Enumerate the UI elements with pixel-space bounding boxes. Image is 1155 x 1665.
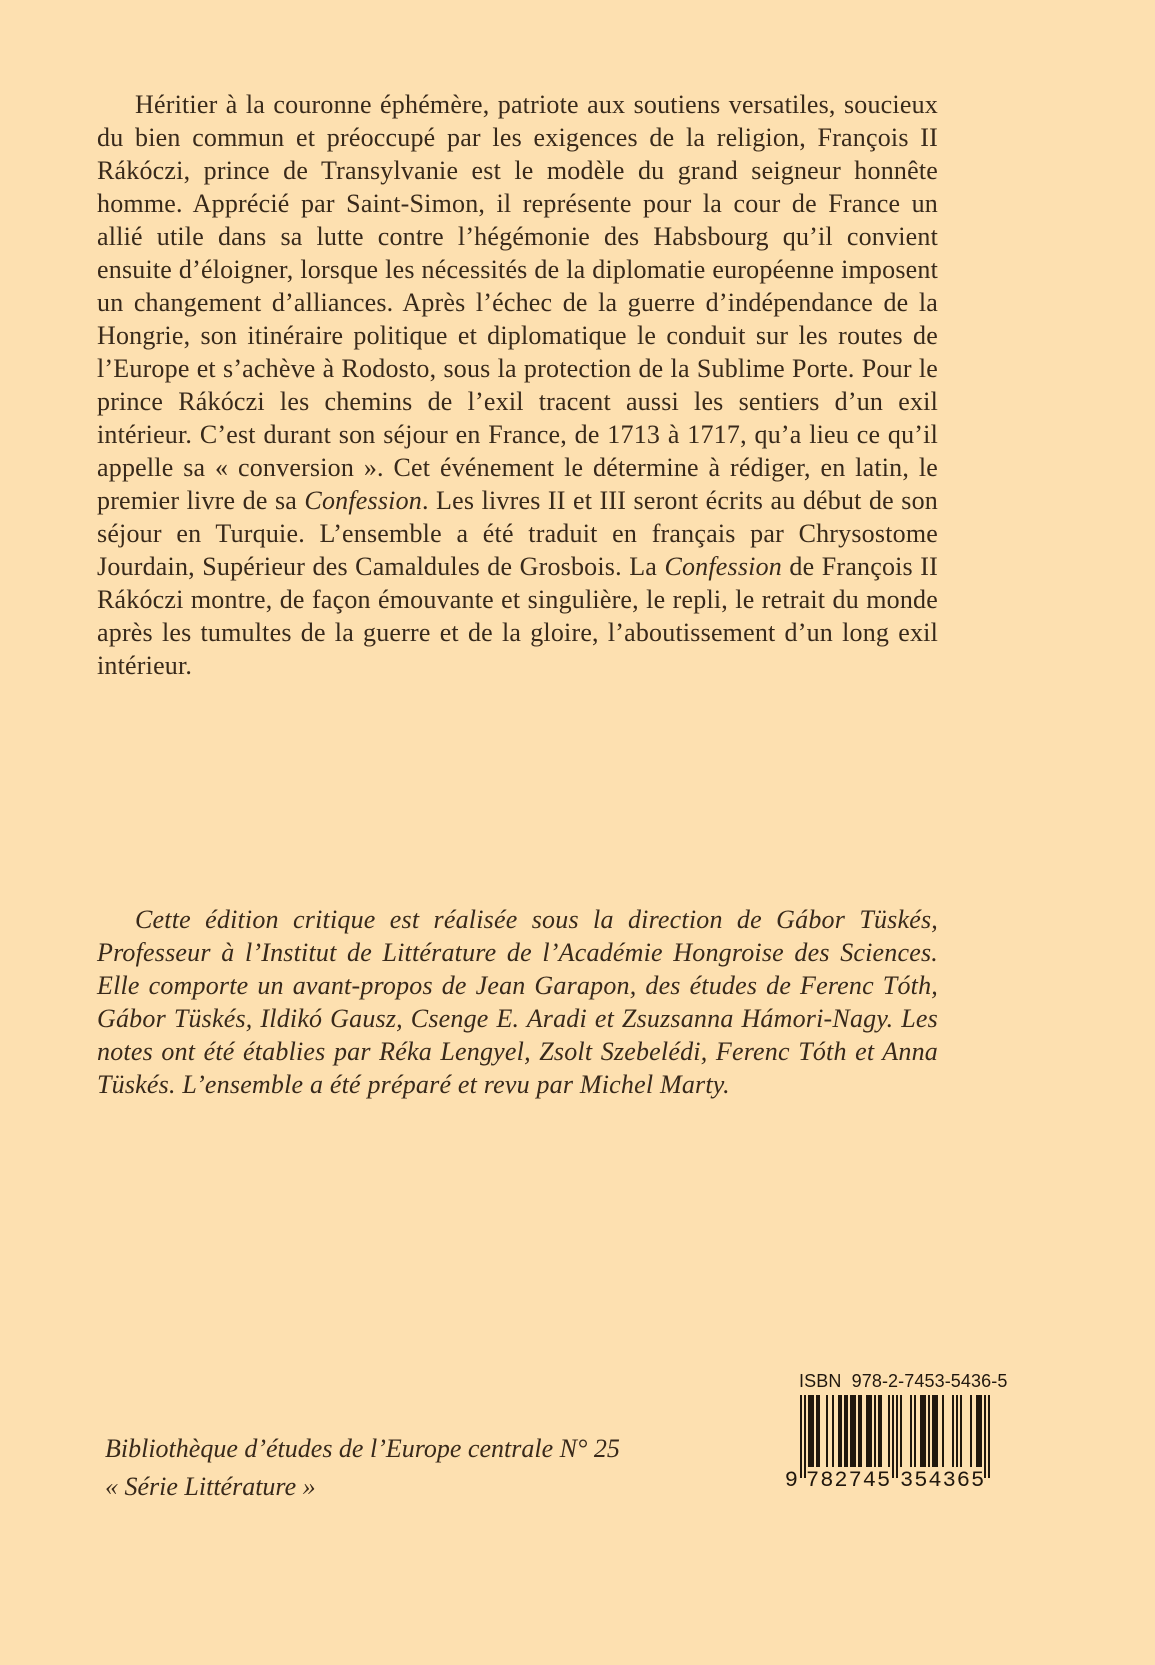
isbn-block [775,1371,1008,1501]
series-subtitle: « Série Littérature » [105,1472,316,1501]
blurb-text-1: Héritier à la couronne éphémère, patriote aux soutiens versatiles, soucieux du bien commun et préoccupé par les exigences de la religion, François II Rákóczi, prince de Transylvanie est le modèle du grand seigneur honnête homme. Apprécié par Saint-Simon, il représente pour la cour de France un allié utile dans sa lutte contre l’hégémonie des Habsbourg qu’il convient ensuite d’éloigner, lorsque les nécessités de la diplomatie européenne imposent un changement d’alliances. Après l’échec de la guerre d’indépendance de la Hongrie, son itinéraire politique et diplomatique le conduit sur les routes de l’Europe et s’achève à Rodosto, sous la protection de la Sublime Porte. Pour le prince Rákóczi les chemins de l’exil tracent aussi les sentiers d’un exil intérieur. C’est durant son séjour en France, de 1713 à 1717, qu’a lieu ce qu’il appelle sa « conversion ». Cet événement le détermine à rédiger, en latin, le premier livre de sa [97,90,938,515]
series-title: Bibliothèque d’études de l’Europe centrale N° 25 [105,1434,620,1463]
barcode-digits-right-group: 354365 [900,1468,986,1493]
barcode-digits-left-group: 782745 [806,1468,892,1493]
ean13-barcode [800,1395,990,1478]
barcode-digits [775,1468,1005,1494]
edition-note-paragraph: Cette édition critique est réalisée sous la direction de Gábor Tüskés, Professeur à l’Institut de Littérature de l’Académie Hongroise des Sciences. Elle comporte un avant-propos de Jean Garapon, des études de Ferenc Tóth, Gábor Tüskés, Ildikó Gausz, Csenge E. Aradi et Zsuzsanna Hámori-Nagy. Les notes ont été établies par Réka Lengyel, Zsolt Szebelédi, Ferenc Tóth et Anna Tüskés. L’ensemble a été préparé et revu par Michel Marty. [97,905,938,1099]
series-info [105,1430,620,1506]
blurb-paragraph [97,88,938,682]
book-title-italic-2: Confession [664,552,783,581]
barcode-digit-first: 9 [784,1468,798,1493]
blurb-text-3: de François II Rákóczi montre, de façon émouvante et singulière, le repli, le retrait du monde après les tumultes de la guerre et de la gloire, l’aboutissement d’un long exil intérieur. [97,552,938,680]
book-title-italic-1: Confession [304,486,422,515]
blurb-text-2: . Les livres II et III seront écrits au début de son séjour en Turquie. L’ensemble a été traduit en français par Chrysostome Jourdain, Supérieur des Camaldules de Grosbois. La [97,486,938,581]
isbn-label: ISBN 978-2-7453-5436-5 [799,1371,1008,1391]
